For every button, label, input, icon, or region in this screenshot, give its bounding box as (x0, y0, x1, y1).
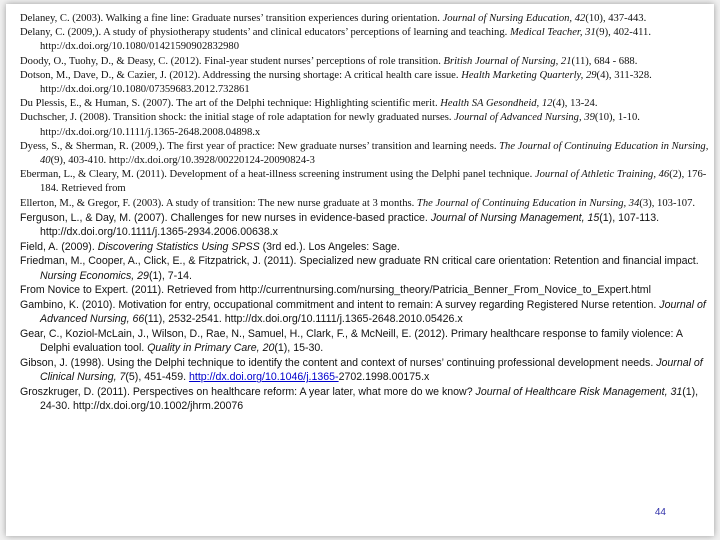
reference-text: (9), 402-411. http://dx.doi.org/10.1080/01421590902832980 (40, 27, 651, 53)
reference-entry (20, 327, 710, 356)
reference-text: 2702.1998.00175.x (338, 371, 430, 384)
journal-title: Discovering Statistics Using SPSS (97, 240, 260, 253)
reference-text: Delany, C. (2009,). A study of physiotherapy students’ and clinical educators’ perceptions of learning and teaching. (20, 27, 510, 39)
reference-entry (20, 254, 710, 283)
journal-title: Quality in Primary Care, 20 (147, 342, 275, 355)
journal-title: The Journal of Continuing Education in Nursing, 40 (40, 140, 709, 167)
reference-text: Ferguson, L., & Day, M. (2007). Challenges for new nurses in evidence-based practice. (20, 211, 431, 224)
reference-text: Duchscher, J. (2008). Transition shock: the initial stage of role adaptation for newly graduated nurses. (20, 112, 455, 124)
reference-entry (20, 385, 710, 414)
reference-text: (2), 176-184. Retrieved from (40, 169, 707, 195)
reference-text: Dyess, S., & Sherman, R. (2009,). The first year of practice: New graduate nurses’ transition and learning needs. (20, 140, 500, 152)
reference-text: (1), 15-30. (274, 342, 324, 355)
reference-text: (3), 103-107. (639, 197, 696, 209)
journal-title: Journal of Nursing Education, 42 (442, 13, 586, 24)
reference-text: (4), 13-24. (552, 98, 598, 110)
reference-entry (20, 97, 710, 111)
reference-text: (10), 1-10. http://dx.doi.org/10.1111/j.1365-2648.2008.04898.x (40, 112, 640, 138)
reference-entry (20, 12, 710, 26)
journal-title: Journal of Athletic Training, 46 (534, 169, 670, 181)
journal-title: Journal of Healthcare Risk Management, 31 (475, 385, 683, 398)
reference-entry (20, 211, 710, 240)
reference-entry (20, 111, 710, 139)
reference-text: Delaney, C. (2003). Walking a fine line: Graduate nurses’ transition experiences during orientation. (20, 13, 443, 24)
reference-entry (20, 240, 710, 255)
reference-list (20, 12, 710, 414)
journal-title: The Journal of Continuing Education in Nursing, 34 (416, 197, 640, 209)
reference-text: Gear, C., Koziol-McLain, J., Wilson, D., Rae, N., Samuel, H., Clark, F., & McNeill, E. (2012). Primary healthcare response to family violence: A Delphi evaluation tool. (20, 327, 683, 355)
page-number: 44 (654, 507, 666, 518)
reference-text: (1), 24-30. http://dx.doi.org/10.1002/jhrm.20076 (40, 385, 699, 413)
reference-text: Dotson, M., Dave, D., & Cazier, J. (2012). Addressing the nursing shortage: A critical health care issue. (20, 69, 462, 81)
journal-title: Journal of Advanced Nursing, 66 (40, 298, 706, 326)
reference-text: Gambino, K. (2010). Motivation for entry, occupational commitment and intent to remain: A survey regarding Registered Nurse retention. (20, 298, 660, 311)
reference-text: (4), 311-328. http://dx.doi.org/10.1080/07359683.2012.732861 (40, 69, 652, 96)
journal-title: British Journal of Nursing, 21 (443, 55, 572, 67)
reference-entry (20, 283, 710, 298)
reference-text: Ellerton, M., & Gregor, F. (2003). A study of transition: The new nurse graduate at 3 months. (20, 197, 417, 209)
reference-entry (20, 55, 710, 69)
slide (6, 4, 714, 536)
reference-text: Du Plessis, E., & Human, S. (2007). The art of the Delphi technique: Highlighting scientific merit. (20, 98, 441, 110)
reference-text: (3rd ed.). Los Angeles: Sage. (259, 240, 400, 253)
reference-text: (10), 437-443. (585, 13, 647, 24)
journal-title: Medical Teacher, 31 (509, 27, 596, 39)
reference-text: (1), 7-14. (148, 269, 192, 282)
reference-entry (20, 356, 710, 385)
reference-text: Eberman, L., & Cleary, M. (2011). Development of a heat-illness screening instrument using the Delphi panel technique. (20, 169, 535, 181)
reference-text: (1), 107-113. http://dx.doi.org/10.1111/j.1365-2934.2006.00638.x (40, 211, 660, 239)
reference-text: (11), 684 - 688. (571, 55, 638, 67)
reference-text: Doody, O., Tuohy, D., & Deasy, C. (2012). Final-year student nurses’ perceptions of role transition. (20, 55, 444, 67)
journal-title: Health Marketing Quarterly, 29 (461, 69, 597, 81)
journal-title: Journal of Nursing Management, 15 (430, 211, 600, 224)
journal-title: Nursing Economics, 29 (40, 269, 149, 282)
reference-text: Friedman, M., Cooper, A., Click, E., & Fitzpatrick, J. (2011). Specialized new graduate RN critical care orientation: Retention and financial impact. (20, 255, 699, 268)
reference-entry (20, 26, 710, 54)
reference-entry (20, 298, 710, 327)
journal-title: Journal of Clinical Nursing, 7 (40, 356, 703, 384)
reference-entry (20, 69, 710, 97)
reference-text: (11), 2532-2541. http://dx.doi.org/10.1111/j.1365-2648.2010.05426.x (144, 313, 463, 326)
reference-entry (20, 168, 710, 196)
reference-text: (5), 451-459. (125, 371, 189, 384)
reference-text: From Novice to Expert. (2011). Retrieved from http://currentnursing.com/nursing_theory/Patricia_Benner_From_Novice_to_Expert.html (20, 284, 651, 297)
reference-entry (20, 140, 710, 168)
reference-text: Gibson, J. (1998). Using the Delphi technique to identify the content and context of nurses’ continuing professional development needs. (20, 356, 657, 369)
doi-link[interactable]: http://dx.doi.org/10.1046/j.1365- (188, 371, 339, 384)
reference-text: (9), 403-410. http://dx.doi.org/10.3928/00220124-20090824-3 (50, 155, 315, 167)
reference-text: Groszkruger, D. (2011). Perspectives on healthcare reform: A year later, what more do we know? (20, 385, 476, 398)
journal-title: Health SA Gesondheid, 12 (440, 98, 553, 110)
reference-entry (20, 197, 710, 211)
reference-text: Field, A. (2009). (20, 240, 98, 253)
journal-title: Journal of Advanced Nursing, 39 (454, 112, 595, 124)
